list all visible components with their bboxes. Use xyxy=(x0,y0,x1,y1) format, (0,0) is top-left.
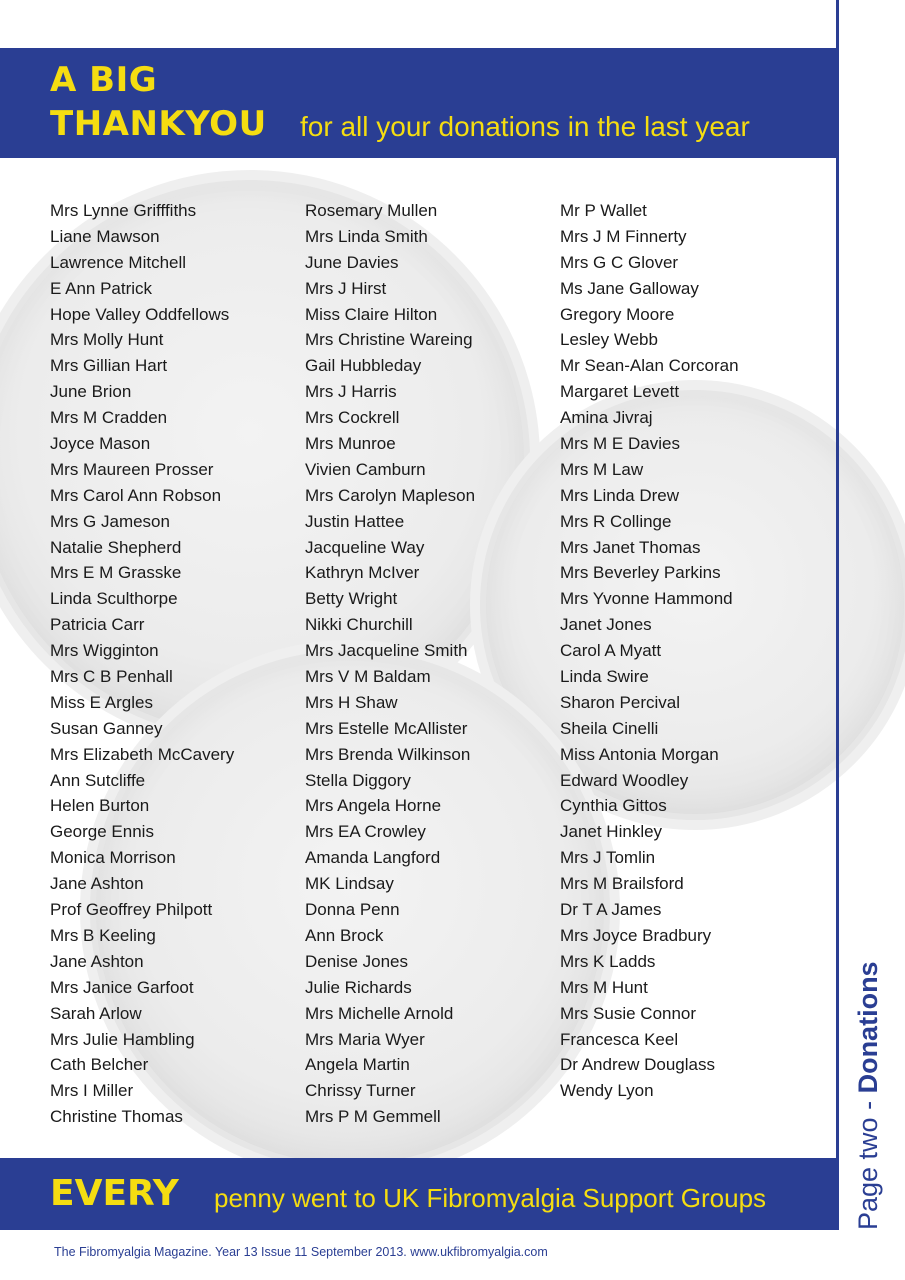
donor-name: Mrs P M Gemmell xyxy=(305,1107,441,1127)
donor-name: Wendy Lyon xyxy=(560,1081,654,1101)
donor-name: Justin Hattee xyxy=(305,511,405,531)
donor-name: Miss Antonia Morgan xyxy=(560,744,719,764)
donor-name: Mrs M Brailsford xyxy=(560,874,684,894)
donor-name: Ann Sutcliffe xyxy=(50,770,146,790)
headline-subtitle: for all your donations in the last year xyxy=(300,111,750,142)
donor-column-1 xyxy=(50,198,234,1130)
donor-name: Cath Belcher xyxy=(50,1055,149,1075)
donor-name: Mrs K Ladds xyxy=(560,951,656,971)
donor-name: Mrs Estelle McAllister xyxy=(305,718,468,738)
donor-name: Linda Sculthorpe xyxy=(50,589,178,609)
donor-name: Mrs EA Crowley xyxy=(305,822,426,842)
donor-name: Mrs Carolyn Mapleson xyxy=(305,485,476,505)
donor-name: George Ennis xyxy=(50,822,154,842)
donor-name: Donna Penn xyxy=(305,900,400,920)
donor-name: Mrs Carol Ann Robson xyxy=(50,485,222,505)
donor-name: Mrs E M Grasske xyxy=(50,563,182,583)
donor-name: Carol A Myatt xyxy=(560,641,662,661)
banner-message: penny went to UK Fibromyalgia Support Groups xyxy=(214,1183,767,1213)
donor-name: Mrs Cockrell xyxy=(305,408,400,428)
donor-name: Nikki Churchill xyxy=(305,615,413,635)
donor-name: Mr P Wallet xyxy=(560,201,647,220)
donor-name: Sharon Percival xyxy=(560,692,681,712)
donor-name: Rosemary Mullen xyxy=(305,201,438,220)
every-label: EVERY xyxy=(50,1173,179,1214)
donor-name: Cynthia Gittos xyxy=(560,796,667,816)
donor-name: Joyce Mason xyxy=(50,434,151,454)
donor-name: Christine Thomas xyxy=(50,1107,183,1127)
donor-name: Monica Morrison xyxy=(50,848,176,868)
donor-name: Gail Hubbleday xyxy=(305,356,422,376)
donor-name: Mrs Munroe xyxy=(305,434,396,454)
donor-name: Amina Jivraj xyxy=(560,408,653,428)
donor-name: Mrs Linda Smith xyxy=(305,226,428,246)
donor-name: Mrs Lynne Grifffiths xyxy=(50,201,197,220)
donor-name: Mrs Molly Hunt xyxy=(50,330,164,350)
donor-name: Sheila Cinelli xyxy=(560,718,659,738)
headline-line2: THANKYOU xyxy=(50,104,267,144)
donor-name: Dr T A James xyxy=(560,900,662,920)
page-edge-rule xyxy=(836,0,839,1230)
donor-name: Mrs Linda Drew xyxy=(560,485,680,505)
donor-name: Mrs Susie Connor xyxy=(560,1003,697,1023)
donor-name: Mrs G Jameson xyxy=(50,511,170,531)
donor-name: Linda Swire xyxy=(560,667,649,687)
donor-name: Mrs Beverley Parkins xyxy=(560,563,721,583)
donor-name: Mrs Christine Wareing xyxy=(305,330,473,350)
donor-name: Jane Ashton xyxy=(50,951,144,971)
donor-name: June Davies xyxy=(305,252,399,272)
donor-name: Lesley Webb xyxy=(560,330,658,350)
donor-name: Kathryn McIver xyxy=(305,563,420,583)
donor-name: Sarah Arlow xyxy=(50,1003,142,1023)
donor-name: Vivien Camburn xyxy=(305,459,426,479)
donor-name: Edward Woodley xyxy=(560,770,689,790)
donor-name: Mrs J Harris xyxy=(305,382,397,402)
donor-name: Patricia Carr xyxy=(50,615,145,635)
donor-name: Janet Hinkley xyxy=(560,822,663,842)
donor-name: June Brion xyxy=(50,382,132,402)
donor-name: MK Lindsay xyxy=(305,874,394,894)
donor-name: Ann Brock xyxy=(305,925,384,945)
donor-name: Susan Ganney xyxy=(50,718,163,738)
donor-name: Francesca Keel xyxy=(560,1029,679,1049)
donor-name: Jane Ashton xyxy=(50,874,144,894)
donor-name: Mrs Gillian Hart xyxy=(50,356,168,376)
donor-name: Hope Valley Oddfellows xyxy=(50,304,230,324)
donor-name: Prof Geoffrey Philpott xyxy=(50,900,213,920)
donor-name: Angela Martin xyxy=(305,1055,410,1075)
donor-name: Gregory Moore xyxy=(560,304,675,324)
donor-name: Ms Jane Galloway xyxy=(560,278,699,298)
donor-name: Mrs J Tomlin xyxy=(560,848,656,868)
donor-name: Mrs J M Finnerty xyxy=(560,226,687,246)
donor-name: Helen Burton xyxy=(50,796,150,816)
donor-name: Mrs Wigginton xyxy=(50,641,159,661)
donor-name: Mrs Angela Horne xyxy=(305,796,442,816)
donor-name: Mrs Maria Wyer xyxy=(305,1029,425,1049)
donor-name: Mrs R Collinge xyxy=(560,511,672,531)
donor-name: Betty Wright xyxy=(305,589,398,609)
donor-name: Mrs Brenda Wilkinson xyxy=(305,744,471,764)
donor-name: Miss E Argles xyxy=(50,692,153,712)
donor-name: Margaret Levett xyxy=(560,382,680,402)
donor-name: Mrs M Law xyxy=(560,459,644,479)
side-page-label: Page two - xyxy=(853,1093,883,1230)
donor-name: Mrs M E Davies xyxy=(560,434,680,454)
donor-name: Natalie Shepherd xyxy=(50,537,182,557)
headline-line1: A BIG xyxy=(50,60,158,100)
donor-name: Dr Andrew Douglass xyxy=(560,1055,715,1075)
side-section-label xyxy=(848,900,888,1230)
donor-name: Mrs C B Penhall xyxy=(50,667,173,687)
donor-name: Chrissy Turner xyxy=(305,1081,416,1101)
footer-credit: The Fibromyalgia Magazine. Year 13 Issue 11 September 2013. www.ukfibromyalgia.com xyxy=(54,1245,548,1259)
donor-name: Miss Claire Hilton xyxy=(305,304,438,324)
donor-name: Jacqueline Way xyxy=(305,537,425,557)
donor-name: Mrs J Hirst xyxy=(305,278,387,298)
donor-name: Mrs Jacqueline Smith xyxy=(305,641,468,661)
donor-name: Liane Mawson xyxy=(50,226,160,246)
donor-name: Mrs Janet Thomas xyxy=(560,537,701,557)
donor-name: Mrs H Shaw xyxy=(305,692,398,712)
donor-name: Mrs I Miller xyxy=(50,1081,134,1101)
donor-name: Janet Jones xyxy=(560,615,652,635)
donor-column-2 xyxy=(305,198,475,1130)
donor-name: Mrs Elizabeth McCavery xyxy=(50,744,235,764)
side-section-name: Donations xyxy=(853,961,883,1094)
donor-name: Mrs Michelle Arnold xyxy=(305,1003,454,1023)
donor-name: Mrs Maureen Prosser xyxy=(50,459,214,479)
donor-name: Amanda Langford xyxy=(305,848,441,868)
donor-name: Denise Jones xyxy=(305,951,409,971)
donor-name: Mrs Yvonne Hammond xyxy=(560,589,733,609)
donor-name: Mrs M Hunt xyxy=(560,977,648,997)
donor-name: E Ann Patrick xyxy=(50,278,153,298)
donor-name: Mrs V M Baldam xyxy=(305,667,431,687)
donor-column-3 xyxy=(560,198,739,1104)
donor-name: Mrs Julie Hambling xyxy=(50,1029,195,1049)
donor-name: Mrs Joyce Bradbury xyxy=(560,925,712,945)
donor-name: Stella Diggory xyxy=(305,770,411,790)
donor-name: Julie Richards xyxy=(305,977,412,997)
donor-name: Mrs M Cradden xyxy=(50,408,168,428)
donor-name: Mr Sean-Alan Corcoran xyxy=(560,356,739,376)
donor-name: Mrs B Keeling xyxy=(50,925,156,945)
donor-name: Lawrence Mitchell xyxy=(50,252,187,272)
donor-name: Mrs Janice Garfoot xyxy=(50,977,194,997)
donor-name: Mrs G C Glover xyxy=(560,252,679,272)
